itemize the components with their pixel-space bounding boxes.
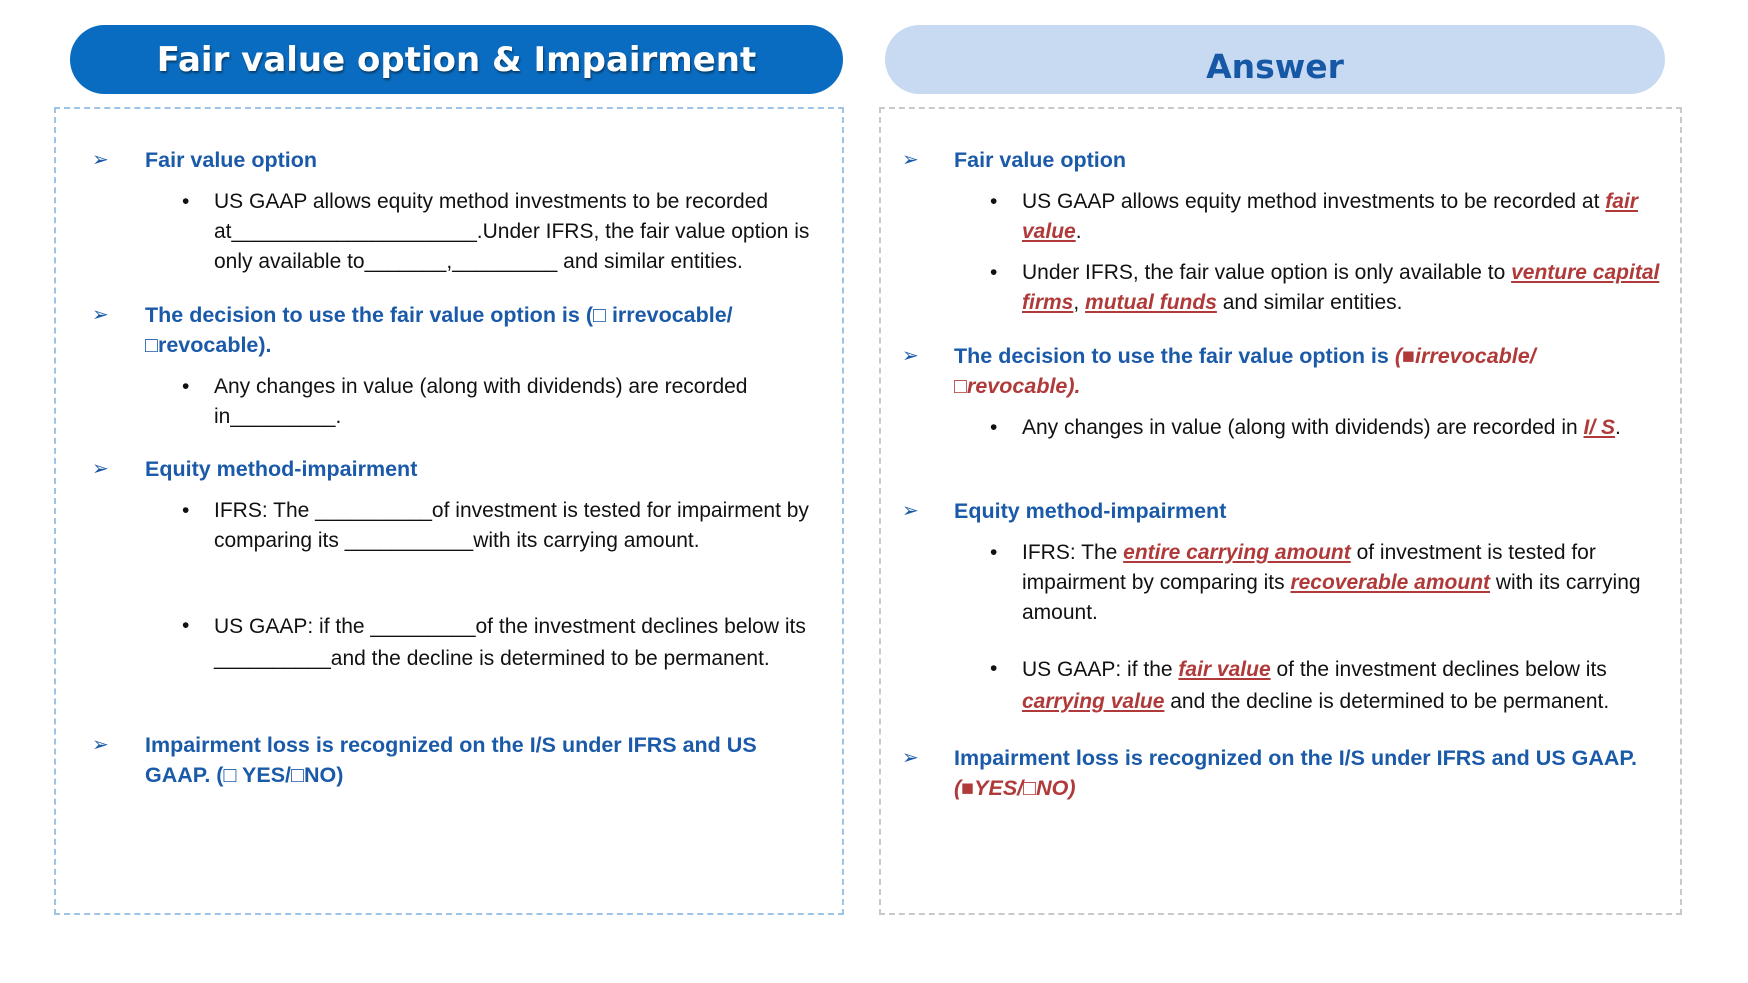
answer-heading-impairment: Equity method-impairment — [954, 499, 1227, 523]
answer-fill-entire-carrying-amount: entire carrying amount — [1123, 541, 1351, 564]
bullet-icon: • — [182, 499, 190, 522]
arrow-bullet-icon: ➢ — [902, 747, 919, 769]
question-heading-decision: The decision to use the fair value option is (□ irrevocable/ □revocable). — [145, 303, 733, 357]
arrow-bullet-icon: ➢ — [902, 149, 919, 171]
answer-fill-recoverable-amount: recoverable amount — [1290, 571, 1491, 594]
answer-title-bar — [885, 25, 1665, 94]
bullet-icon: • — [990, 190, 998, 213]
answer-heading-decision: The decision to use the fair value option is (■irrevocable/ □revocable). — [954, 344, 1536, 398]
arrow-bullet-icon: ➢ — [92, 149, 109, 171]
question-bullet-fvo-1: US GAAP allows equity method investments to be recorded at_____________________.Under IFRS, the fair value option is only available to_______,_________ and similar entities. — [214, 190, 810, 273]
answer-bullet-ifrs: IFRS: The entire carrying amount of investment is tested for impairment by comparing its recoverable amount with its carrying amount. — [1022, 541, 1641, 624]
answer-bullet-fvo-1: US GAAP allows equity method investments to be recorded at fair value. — [1022, 190, 1638, 243]
answer-bullet-fvo-2: Under IFRS, the fair value option is only available to venture capital firms, mutual funds and similar entities. — [1022, 261, 1660, 314]
question-bullet-ifrs: IFRS: The __________of investment is tested for impairment by comparing its ___________with its carrying amount. — [214, 499, 809, 552]
arrow-bullet-icon: ➢ — [92, 734, 109, 756]
bullet-icon: • — [990, 261, 998, 284]
arrow-bullet-icon: ➢ — [902, 500, 919, 522]
answer-fill-venture-capital: venture capital firms — [1022, 261, 1660, 314]
answer-fill-irrevocable: (■irrevocable/ □revocable). — [954, 344, 1536, 398]
question-heading-impairment-loss: Impairment loss is recognized on the I/S under IFRS and US GAAP. (□ YES/□NO) — [145, 733, 757, 787]
arrow-bullet-icon: ➢ — [92, 458, 109, 480]
question-title: Fair value option & Impairment — [156, 39, 757, 80]
bullet-icon: • — [990, 657, 998, 680]
answer-bullet-changes: Any changes in value (along with dividends) are recorded in I/ S. — [1022, 416, 1621, 439]
arrow-bullet-icon: ➢ — [902, 345, 919, 367]
answer-fill-mutual-funds: mutual funds — [1085, 291, 1217, 314]
answer-title: Answer — [1206, 47, 1344, 86]
question-title-bar — [70, 25, 843, 94]
arrow-bullet-icon: ➢ — [92, 304, 109, 326]
answer-fill-carrying-value: carrying value — [1022, 690, 1165, 713]
answer-fill-fair-value-2: fair value — [1178, 658, 1271, 681]
answer-fill-is: I/ S — [1583, 416, 1616, 439]
answer-heading-impairment-loss: Impairment loss is recognized on the I/S under IFRS and US GAAP. (■YES/□NO) — [954, 746, 1637, 800]
question-heading-fair-value-option: Fair value option — [145, 148, 318, 172]
question-heading-impairment: Equity method-impairment — [145, 457, 418, 481]
bullet-icon: • — [182, 614, 190, 637]
answer-fill-yes: (■YES/□NO) — [954, 776, 1076, 800]
question-bullet-usgaap: US GAAP: if the _________of the investment declines below its __________and the decline is determined to be permanent. — [214, 615, 806, 670]
answer-heading-fair-value-option: Fair value option — [954, 148, 1127, 172]
bullet-icon: • — [990, 416, 998, 439]
bullet-icon: • — [990, 541, 998, 564]
answer-fill-fair-value: fair value — [1022, 190, 1638, 243]
bullet-icon: • — [182, 190, 190, 213]
question-bullet-changes: Any changes in value (along with dividends) are recorded in_________. — [214, 375, 748, 428]
answer-bullet-usgaap: US GAAP: if the fair value of the investment declines below its carrying value and the decline is determined to be permanent. — [1022, 658, 1610, 713]
bullet-icon: • — [182, 375, 190, 398]
